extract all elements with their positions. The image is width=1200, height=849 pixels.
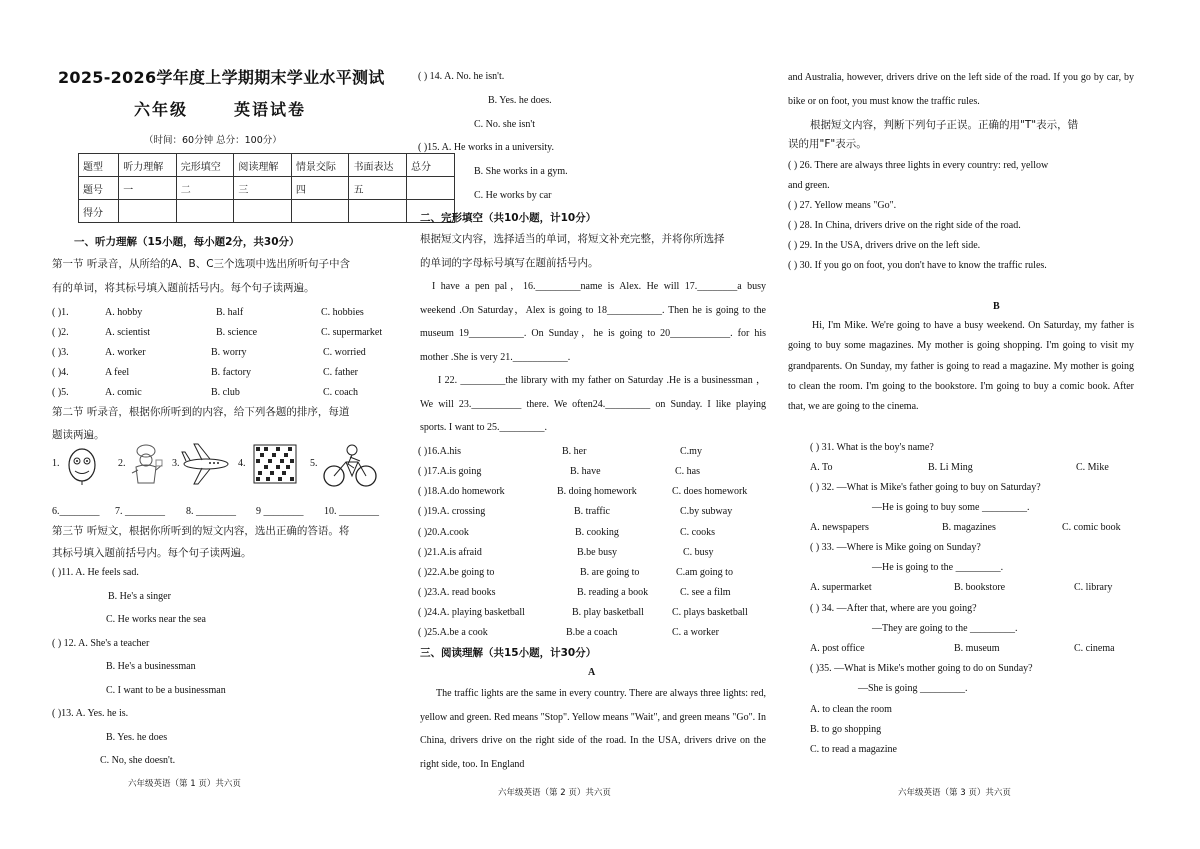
option-b: B. museum	[954, 643, 1000, 654]
answer-bracket[interactable]: ( )1.	[52, 307, 69, 318]
order-blank[interactable]: 8. ________	[186, 506, 236, 517]
picture-number: 3.	[172, 458, 180, 469]
order-blank[interactable]: 6.________	[52, 506, 100, 517]
table-cell[interactable]	[234, 200, 292, 223]
part1-heading: 一、听力理解（15小题，每小题2分，共30分）	[74, 236, 300, 248]
picture-number: 5.	[310, 458, 318, 469]
choice-c: C.by subway	[680, 506, 733, 517]
true-false-instruction-cont: 误的用"F"表示。	[788, 138, 867, 150]
option-c: C. library	[1074, 582, 1113, 593]
option-c: C. He works by car	[474, 190, 552, 201]
part2-instruction-cont: 的单词的字母标号填写在题前括号内。	[420, 257, 599, 269]
table-cell: 二	[176, 177, 234, 200]
option-b: B. bookstore	[954, 582, 1006, 593]
choice-b: B. cooking	[575, 527, 619, 538]
picture-number: 4.	[238, 458, 246, 469]
option-b: B. to go shopping	[810, 724, 882, 735]
cloze-paragraph-1: I have a pen pal，16._________name is Alex. He will 17.________a busy weekend .On Saturday，Alex is going to 18___________. Then he is going to the museum 19___________. On Sunday，he is going to 20____________. for his mother .She is very 21.___________.	[420, 281, 766, 363]
question-29[interactable]: ( ) 29. In the USA, drivers drive on the left side.	[788, 240, 981, 251]
option-a: A. worker	[105, 347, 146, 358]
part2-heading: 二、完形填空（共10小题，计10分）	[420, 212, 597, 224]
part2-instruction: 根据短文内容，选择适当的单词，将短文补充完整，并将你所选择	[420, 233, 725, 245]
choice-c: C. busy	[683, 547, 714, 558]
section3-instruction: 第三节 听短文，根据你所听到的短文内容，选出正确的答语。将	[52, 525, 350, 537]
table-cell: 一	[119, 177, 177, 200]
choice-a[interactable]: ( )16.A.his	[418, 446, 462, 457]
option-c: C. supermarket	[321, 327, 383, 338]
table-cell: 题号	[79, 177, 119, 200]
table-cell[interactable]	[291, 200, 349, 223]
true-false-instruction: 根据短文内容，判断下列句子正误。正确的用"T"表示，错	[810, 119, 1079, 131]
choice-a[interactable]: ( )23.A. read books	[418, 587, 496, 598]
cyclist-icon	[322, 444, 378, 493]
option-a: A. hobby	[105, 307, 143, 318]
option-c: C. Mike	[1076, 462, 1109, 473]
answer-bracket[interactable]: ( )2.	[52, 327, 69, 338]
question-32-prompt: —He is going to buy some _________.	[872, 502, 1030, 513]
option-b: B. He's a singer	[108, 591, 171, 602]
option-c: C. comic book	[1062, 522, 1121, 533]
answer-bracket[interactable]: ( )3.	[52, 347, 69, 358]
table-cell[interactable]	[176, 200, 234, 223]
question-34-prompt: —They are going to the _________.	[872, 623, 1018, 634]
option-c: C. hobbies	[321, 307, 364, 318]
option-b: B. She works in a gym.	[474, 166, 568, 177]
option-c: C. I want to be a businessman	[106, 685, 226, 696]
choice-a[interactable]: ( )22.A.be going to	[418, 567, 495, 578]
question-13[interactable]: ( )13. A. Yes. he is.	[52, 708, 129, 719]
choice-c: C.my	[680, 446, 702, 457]
page-footer: 六年级英语（第 2 页）共六页	[498, 788, 611, 798]
subject-label: 英语试卷	[234, 100, 307, 119]
choice-c: C. cooks	[680, 527, 715, 538]
page-2-column	[418, 0, 768, 849]
choice-b: B. her	[562, 446, 587, 457]
table-cell: 阅读理解	[234, 154, 292, 177]
answer-bracket[interactable]: ( )4.	[52, 367, 69, 378]
option-c: C. coach	[323, 387, 358, 398]
score-table-number-row	[79, 177, 455, 200]
choice-c: C. does homework	[672, 486, 748, 497]
option-b: B. factory	[211, 367, 251, 378]
choice-a[interactable]: ( )17.A.is going	[418, 466, 482, 477]
option-c: C. cinema	[1074, 643, 1115, 654]
part3-heading: 三、阅读理解（共15小题，计30分）	[420, 647, 597, 659]
face-icon	[64, 445, 100, 490]
passage-a-continued: and Australia, however, drivers drive on the left side of the road. If you go by car, by bike or on foot, you must know the traffic rules.	[788, 72, 1134, 107]
option-c: C. father	[323, 367, 358, 378]
choice-b: B. reading a book	[577, 587, 649, 598]
option-b: B. magazines	[942, 522, 996, 533]
table-cell: 书面表达	[349, 154, 407, 177]
question-32[interactable]: ( ) 32. —What is Mike's father going to buy on Saturday?	[810, 482, 1041, 493]
choice-b: B.be busy	[577, 547, 617, 558]
score-table-score-row	[79, 200, 455, 223]
question-31[interactable]: ( ) 31. What is the boy's name?	[810, 442, 934, 453]
time-info: （时间：60分钟 总分：100分）	[144, 135, 282, 146]
option-b: B. science	[216, 327, 258, 338]
question-27[interactable]: ( ) 27. Yellow means "Go".	[788, 200, 897, 211]
choice-a[interactable]: ( )20.A.cook	[418, 527, 469, 538]
option-c: C. No, she doesn't.	[100, 755, 176, 766]
option-b: B. worry	[211, 347, 247, 358]
section2-instruction-cont: 题读两遍。	[52, 429, 105, 441]
choice-c: C. has	[675, 466, 700, 477]
option-a: A. newspapers	[810, 522, 869, 533]
choice-b: B. are going to	[580, 567, 640, 578]
section2-instruction: 第二节 听录音，根据你所听到的内容，给下列各题的排序，每道	[52, 406, 350, 418]
table-cell: 题型	[79, 154, 119, 177]
table-cell: 四	[291, 177, 349, 200]
option-c: C. He works near the sea	[106, 614, 206, 625]
exam-title: 2025-2026学年度上学期期末学业水平测试	[58, 68, 385, 87]
cloze-paragraph-2: I 22. _________the library with my father on Saturday .He is a businessman ，We will 23.__________ there. We often24._________ on Sunday. I like playing sports. I want to 25._________.	[420, 375, 766, 433]
picture-number: 2.	[118, 458, 126, 469]
choice-a[interactable]: ( )25.A.be a cook	[418, 627, 488, 638]
section1-instruction: 第一节 听录音，从所给的A、B、C三个选项中选出所听句子中含	[52, 258, 351, 270]
option-b: B. Yes. he does	[106, 732, 168, 743]
choice-c: C. see a film	[680, 587, 731, 598]
table-cell: 完形填空	[176, 154, 234, 177]
question-15[interactable]: ( )15. A. He works in a university.	[418, 142, 554, 153]
page-footer: 六年级英语（第 3 页）共六页	[898, 788, 1011, 798]
option-b: B. Yes. he does.	[488, 95, 552, 106]
question-35-prompt: —She is going _________.	[858, 683, 968, 694]
question-35[interactable]: ( )35. —What is Mike's mother going to do on Sunday?	[810, 663, 1033, 674]
table-cell[interactable]	[349, 200, 407, 223]
table-cell: 得分	[79, 200, 119, 223]
question-28[interactable]: ( ) 28. In China, drivers drive on the right side of the road.	[788, 220, 1021, 231]
order-blank[interactable]: 9 ________	[256, 506, 304, 517]
page-1-column	[48, 0, 432, 849]
question-26[interactable]: ( ) 26. There are always three lights in every country: red, yellow	[788, 160, 1049, 171]
question-26-cont: and green.	[788, 180, 830, 191]
question-12[interactable]: ( ) 12. A. She's a teacher	[52, 638, 150, 649]
choice-b: B.be a coach	[566, 627, 618, 638]
choice-a[interactable]: ( )24.A. playing basketball	[418, 607, 525, 618]
passage-a-label: A	[588, 667, 596, 678]
crossword-icon	[253, 444, 297, 489]
order-blank[interactable]: 10. ________	[324, 506, 379, 517]
choice-c: C. a worker	[672, 627, 719, 638]
question-34[interactable]: ( ) 34. —After that, where are you going?	[810, 603, 977, 614]
option-a: A. to clean the room	[810, 704, 892, 715]
question-14[interactable]: ( ) 14. A. No. he isn't.	[418, 71, 505, 82]
cook-icon	[128, 443, 164, 492]
choice-a[interactable]: ( )21.A.is afraid	[418, 547, 482, 558]
option-c: C. worried	[323, 347, 366, 358]
choice-c: C.am going to	[676, 567, 733, 578]
option-c: C. to read a magazine	[810, 744, 897, 755]
answer-bracket[interactable]: ( )5.	[52, 387, 69, 398]
airplane-icon	[180, 440, 232, 493]
choice-b: B. doing homework	[557, 486, 637, 497]
score-table	[78, 153, 455, 223]
option-a: A feel	[105, 367, 130, 378]
grade-label: 六年级	[134, 100, 189, 119]
passage-a-text: The traffic lights are the same in every country. There are always three lights: red, yellow and green. Red means "Stop". Yellow means "Wait", and green means "Go". In China, drivers drive on the right side of the road. In the USA, drivers drive on the right side, too. In England	[420, 688, 766, 770]
option-b: B. Li Ming	[928, 462, 973, 473]
table-cell: 听力理解	[119, 154, 177, 177]
option-b: B. club	[211, 387, 240, 398]
section3-instruction-cont: 其标号填入题前括号内。每个句子读两遍。	[52, 547, 252, 559]
option-a: A. supermarket	[810, 582, 872, 593]
question-30[interactable]: ( ) 30. If you go on foot, you don't have to know the traffic rules.	[788, 260, 1047, 271]
table-cell: 情景交际	[291, 154, 349, 177]
question-11[interactable]: ( )11. A. He feels sad.	[52, 567, 139, 578]
option-a: A. comic	[105, 387, 142, 398]
choice-a[interactable]: ( )19.A. crossing	[418, 506, 486, 517]
option-b: B. He's a businessman	[106, 661, 196, 672]
choice-a[interactable]: ( )18.A.do homework	[418, 486, 505, 497]
order-blank[interactable]: 7. ________	[115, 506, 165, 517]
picture-number: 1.	[52, 458, 60, 469]
choice-b: B. play basketball	[572, 607, 644, 618]
option-c: C. No. she isn't	[474, 119, 535, 130]
page-3-column	[786, 0, 1136, 849]
choice-c: C. plays basketball	[672, 607, 748, 618]
table-cell: 总分	[407, 154, 455, 177]
option-b: B. half	[216, 307, 244, 318]
page-footer: 六年级英语（第 1 页）共六页	[128, 779, 241, 789]
question-33-prompt: —He is going to the _________.	[872, 562, 1004, 573]
score-table-header-row	[79, 154, 455, 177]
section1-instruction-cont: 有的单词，将其标号填入题前括号内。每个句子读两遍。	[52, 282, 315, 294]
table-cell[interactable]	[119, 200, 177, 223]
option-a: A. post office	[810, 643, 865, 654]
question-33[interactable]: ( ) 33. —Where is Mike going on Sunday?	[810, 542, 981, 553]
option-a: A. scientist	[105, 327, 150, 338]
option-a: A. To	[810, 462, 833, 473]
choice-b: B. traffic	[574, 506, 610, 517]
passage-b-text: Hi, I'm Mike. We're going to have a busy weekend. On Saturday, my father is going to buy some magazines. My mother is going shopping. I'm going to visit my grandparents. On Sunday, my father is going to read a magazine. My mother is going to clean the room. I'm going to the bookstore. I'm going to buy a comic book. After that, we are going to the cinema.	[788, 320, 1134, 413]
table-cell: 三	[234, 177, 292, 200]
passage-b-label: B	[993, 301, 1000, 312]
choice-b: B. have	[570, 466, 601, 477]
table-cell: 五	[349, 177, 407, 200]
